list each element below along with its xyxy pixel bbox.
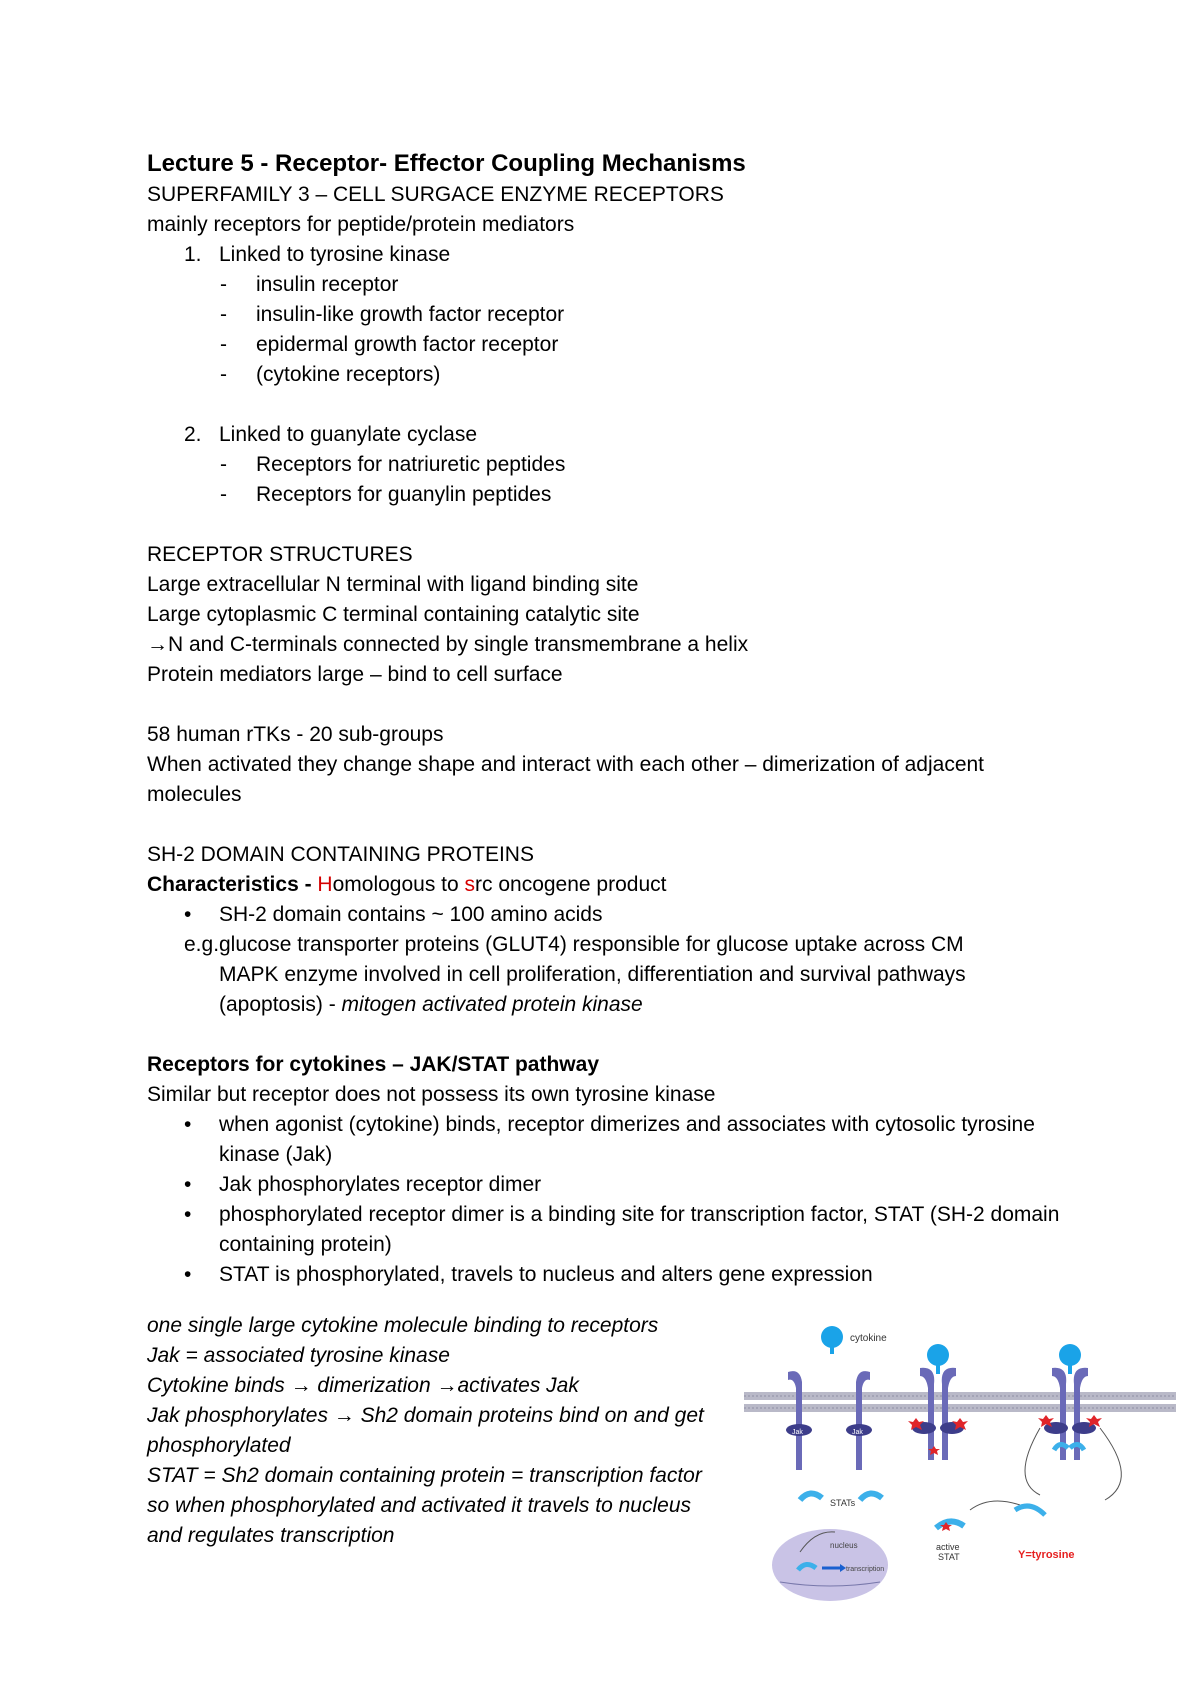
sh2-characteristics: Characteristics - Homologous to src oncogene product [147, 873, 667, 896]
bullet-item: • STAT is phosphorylated, travels to nucleus and alters gene expression [184, 1263, 873, 1286]
superfamily-subheading: mainly receptors for peptide/protein mediators [147, 213, 575, 236]
cytokine-label: cytokine [850, 1333, 887, 1344]
rtk-dimerization: When activated they change shape and interact with each other – dimerization of adjacent molecules [147, 753, 985, 806]
svg-text:active: active [936, 1542, 960, 1552]
structures-heading: RECEPTOR STRUCTURES [147, 543, 413, 566]
cytokine-legend [821, 1326, 887, 1354]
receptor-dimer [908, 1344, 968, 1460]
page-title: Lecture 5 - Receptor- Effector Coupling Mechanisms [147, 150, 746, 177]
receptor-dimer [1025, 1344, 1121, 1500]
example-item: MAPK enzyme involved in cell proliferation, differentiation and survival pathways (apoptosis) - mitogen activated protein kinase [219, 963, 966, 1016]
structure-line: Protein mediators large – bind to cell surface [147, 663, 563, 686]
transcription-label: transcription [846, 1566, 885, 1573]
note-line: Jak phosphorylates → Sh2 domain proteins bind on and get phosphorylated [147, 1404, 704, 1457]
tyrosine-legend: Y=tyrosine [1018, 1549, 1075, 1561]
nucleus-label: nucleus [830, 1541, 858, 1550]
sub-list-item: - Receptors for natriuretic peptides [220, 453, 566, 476]
structure-line: →N and C-terminals connected by single transmembrane a helix [147, 633, 749, 656]
stats-label: STATs [830, 1498, 856, 1508]
list-item-label: Linked to guanylate cyclase [219, 423, 477, 446]
list-item [147, 240, 1067, 270]
cytokines-intro: Similar but receptor does not possess its own tyrosine kinase [147, 1083, 716, 1106]
sub-list-item: - insulin receptor [220, 273, 399, 296]
list-item [147, 420, 1067, 450]
svg-text:Jak: Jak [852, 1429, 863, 1436]
rtk-count: 58 human rTKs - 20 sub-groups [147, 723, 444, 746]
notes-block [147, 1311, 707, 1551]
sub-list-item: - Receptors for guanylin peptides [220, 483, 552, 506]
structure-line: Large cytoplasmic C terminal containing catalytic site [147, 603, 640, 626]
sh2-heading: SH-2 DOMAIN CONTAINING PROTEINS [147, 843, 534, 866]
svg-text:STAT: STAT [938, 1552, 960, 1562]
stats [800, 1493, 882, 1508]
bullet-item: • phosphorylated receptor dimer is a binding site for transcription factor, STAT (SH-2 domain containing protein) [184, 1203, 1060, 1256]
note-line: Cytokine binds → dimerization →activates Jak [147, 1374, 579, 1397]
main-text [147, 148, 1067, 1290]
svg-text:Jak: Jak [792, 1429, 803, 1436]
sub-list-item: - epidermal growth factor receptor [220, 333, 559, 356]
cytokines-heading: Receptors for cytokines – JAK/STAT pathway [147, 1053, 600, 1076]
receptor [786, 1371, 812, 1470]
bullet-item: • when agonist (cytokine) binds, receptor dimerizes and associates with cytosolic tyrosine kinase (Jak) [184, 1113, 1035, 1166]
jak-stat-diagram [740, 1310, 1180, 1610]
bullet-item: • Jak phosphorylates receptor dimer [184, 1173, 542, 1196]
superfamily-heading: SUPERFAMILY 3 – CELL SURGACE ENZYME RECEPTORS [147, 183, 724, 206]
sub-list-item: - insulin-like growth factor receptor [220, 303, 565, 326]
list-number: 2. [184, 423, 202, 446]
example-item: e.g. glucose transporter proteins (GLUT4) responsible for glucose uptake across CM [184, 933, 964, 956]
note-line: Jak = associated tyrosine kinase [147, 1344, 450, 1367]
list-item-label: Linked to tyrosine kinase [219, 243, 451, 266]
receptor [846, 1371, 872, 1470]
note-line: STAT = Sh2 domain containing protein = transcription factor so when phosphorylated and activated it travels to nucleus and regulates transcription [147, 1464, 702, 1547]
note-line: one single large cytokine molecule binding to receptors [147, 1314, 659, 1337]
sub-list-item: - (cytokine receptors) [220, 363, 441, 386]
nucleus [772, 1529, 888, 1601]
structure-line: Large extracellular N terminal with ligand binding site [147, 573, 639, 596]
bullet-item: • SH-2 domain contains ~ 100 amino acids [184, 903, 603, 926]
cell-membrane [744, 1392, 1176, 1412]
list-number: 1. [184, 243, 202, 266]
